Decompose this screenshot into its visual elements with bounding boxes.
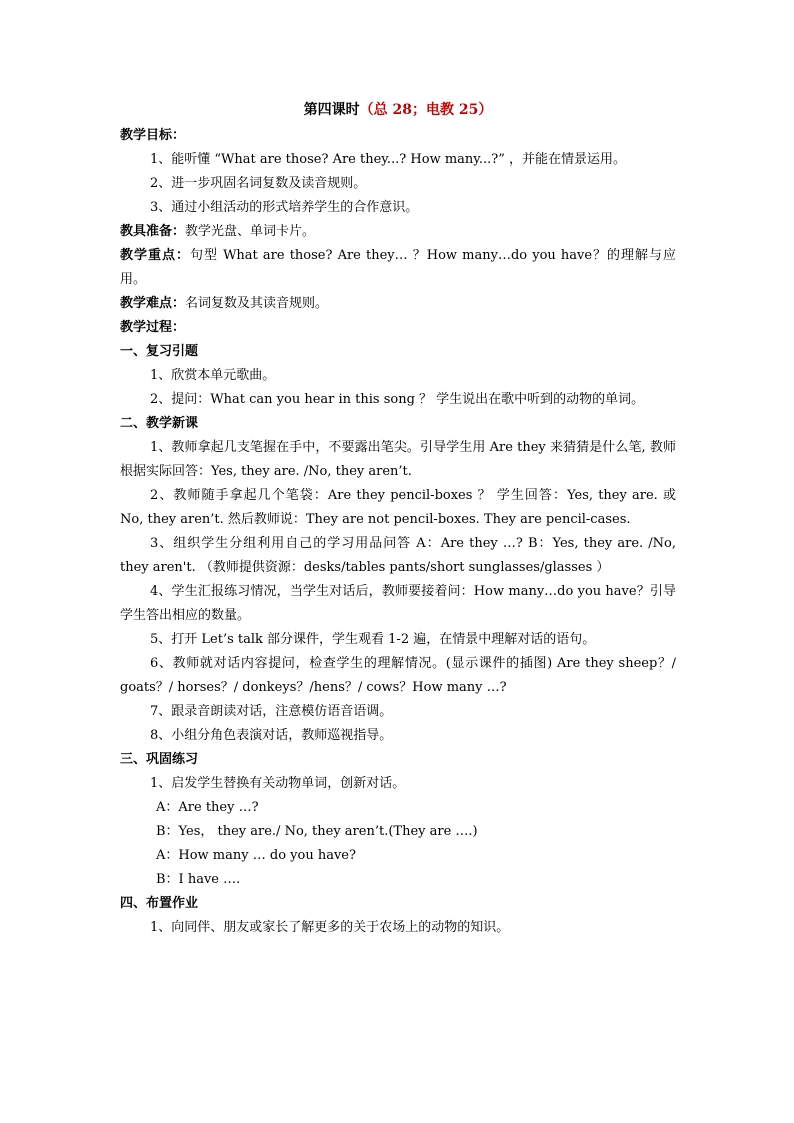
section1-item: 2、提问：What can you hear in this song ？ 学生说出在歌中听到的动物的单词。 xyxy=(150,392,645,407)
section4-heading: 四、布置作业 xyxy=(120,896,199,911)
section4-item: 1、向同伴、朋友或家长了解更多的关于农场上的动物的知识。 xyxy=(150,920,510,935)
section2-heading: 二、教学新课 xyxy=(120,416,199,431)
section2-item: 3、组织学生分组利用自己的学习用品问答 A：Are they …? B：Yes, they are. /No, they aren't. （教师提供资源：desks/tables pants/short sunglasses/glasses ） xyxy=(120,536,676,575)
key-points-line xyxy=(120,244,676,292)
section1-heading: 一、复习引题 xyxy=(120,344,199,359)
section2-item: 8、小组分角色表演对话，教师巡视指导。 xyxy=(150,728,393,743)
section3-heading: 三、巩固练习 xyxy=(120,752,199,767)
materials-text: 教学光盘、单词卡片。 xyxy=(185,224,316,239)
section2-item: 4、学生汇报练习情况，当学生对话后，教师要接着问：How many…do you have？引导学生答出相应的数量。 xyxy=(120,584,676,623)
section2-item: 5、打开 Let’s talk 部分课件，学生观看 1-2 遍，在情景中理解对话的语句。 xyxy=(150,632,596,647)
difficulties-label: 教学难点： xyxy=(120,296,186,311)
difficulties-text: 名词复数及其读音规则。 xyxy=(185,296,329,311)
objective-item: 3、通过小组活动的形式培养学生的合作意识。 xyxy=(150,200,419,215)
materials-label: 教具准备： xyxy=(120,224,186,239)
materials-line xyxy=(120,220,676,244)
section2-item: 2、教师随手拿起几个笔袋：Are they pencil-boxes ？ 学生回答：Yes, they are. 或 No, they aren’t. 然后教师说：They are not pencil-boxes. They are pencil-cases. xyxy=(120,488,676,527)
key-points-label: 教学重点： xyxy=(120,248,190,263)
dialogue-line: A：Are they …? xyxy=(156,800,259,815)
section2-item: 1、教师拿起几支笔握在手中，不要露出笔尖。引导学生用 Are they 来猜猜是什么笔, 教师根据实际回答：Yes, they are. /No, they aren’t. xyxy=(120,440,676,479)
title-paren: （总 28；电教 25） xyxy=(359,102,493,118)
document-page xyxy=(120,96,676,940)
difficulties-line xyxy=(120,292,676,316)
section2-item: 6、教师就对话内容提问，检查学生的理解情况。(显示课件的插图) Are they sheep？/ goats？/ horses？/ donkeys？/hens？/ cows？How many …? xyxy=(120,656,676,695)
section2-item: 7、跟录音朗读对话，注意模仿语音语调。 xyxy=(150,704,393,719)
title-main: 第四课时 xyxy=(303,102,360,118)
section3-item: 1、启发学生替换有关动物单词，创新对话。 xyxy=(150,776,406,791)
process-heading: 教学过程： xyxy=(120,320,186,335)
objective-item: 1、能听懂 “What are those? Are they...? How many...?” ，并能在情景运用。 xyxy=(150,152,627,167)
dialogue-line: A：How many … do you have? xyxy=(156,848,356,863)
page-title xyxy=(120,96,676,124)
dialogue-line: B：Yes， they are./ No, they aren’t.(They are ….) xyxy=(156,824,478,839)
objective-item: 2、进一步巩固名词复数及读音规则。 xyxy=(150,176,367,191)
dialogue-line: B：I have …. xyxy=(156,872,241,887)
key-points-text: 句型 What are those? Are they… ？How many…do you have？的理解与应用。 xyxy=(120,248,676,287)
section1-item: 1、欣赏本单元歌曲。 xyxy=(150,368,276,383)
objectives-heading: 教学目标： xyxy=(120,128,186,143)
